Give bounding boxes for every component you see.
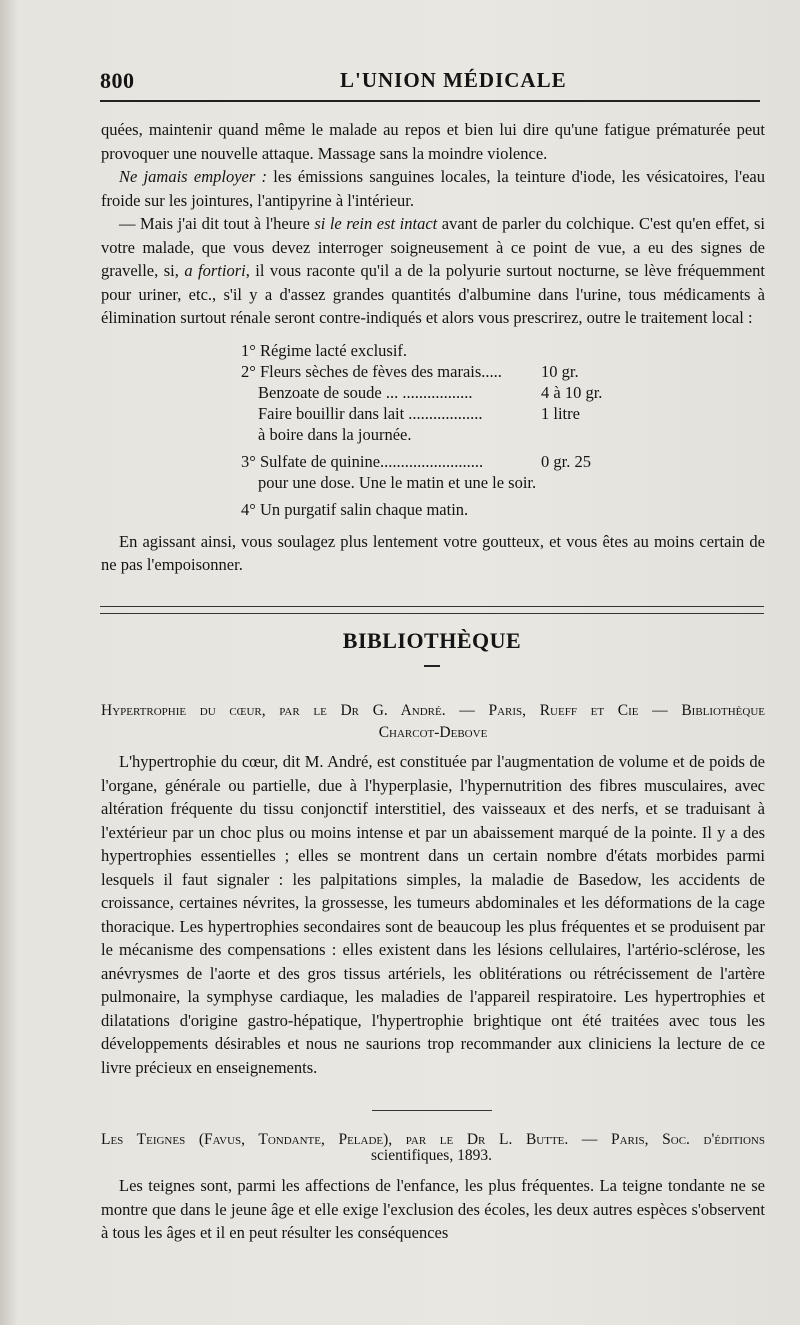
article-body — [101, 118, 765, 577]
prescription-quantity: 10 gr. — [541, 361, 579, 381]
header-rule — [100, 100, 760, 102]
emphasis-a-fortiori: a fortiori — [184, 261, 246, 280]
book-reference-line: scientifiques, 1893. — [371, 1147, 492, 1164]
running-header — [100, 62, 760, 102]
prescription-continuation: à boire dans la journée. — [258, 424, 412, 444]
review-divider — [372, 1110, 492, 1111]
page-number: 800 — [100, 68, 135, 93]
book-reference-line: Les Teignes (Favus, Tondante, Pelade), par le Dr L. Butte. — Paris, Soc. d'éditions — [101, 1131, 765, 1148]
paragraph-text: les émissions sanguines locales, la teinture d'iode, les vésicatoires, l'eau froide sur les jointures, l'antipyrine à l'intérieur. — [101, 167, 765, 210]
section-separator — [100, 606, 764, 614]
prescription-item-3 — [241, 451, 765, 472]
paragraph-text: — Mais j'ai dit tout à l'heure — [119, 214, 315, 233]
paragraph-colchique — [101, 212, 765, 330]
section-title: BIBLIOTHÈQUE — [342, 628, 522, 653]
prescription-item-1: 1° Régime lacté exclusif. — [241, 340, 408, 360]
prescription-label: Benzoate de soude ... ................. — [258, 382, 473, 402]
paragraph-continuation: quées, maintenir quand même le malade au repos et bien lui dire qu'une fatigue prématurée peut provoquer une nouvelle attaque. Massage sans la moindre violence. — [101, 120, 765, 163]
book-reference-line: Hypertrophie du cœur, par le Dr G. André. — Paris, Rueff et Cie — Bibliothèque — [101, 702, 765, 719]
emphasis-rein-intact: si le rein est intact — [314, 214, 438, 233]
book-reference — [101, 1132, 765, 1164]
journal-title: L'UNION MÉDICALE — [340, 68, 567, 92]
review-hypertrophie — [101, 700, 765, 1079]
prescription-label: Faire bouillir dans lait .................. — [258, 403, 483, 423]
review-text: L'hypertrophie du cœur, dit M. André, est constituée par l'augmentation de volume et de poids de l'organe, générale ou partielle, due à l'hyperplasie, l'hypernutrition des fibres musculaires, avec altération fréquente du tissu conjonctif interstitiel, des vaisseaux et des nerfs, et se traduisant à l'extérieur par un choc plus ou moins intense et par un abaissement marqué de la pointe. Il y a des hypertrophies essentielles ; elles se montrent dans un certain nombre d'états morbides parmi lesquels il faut signaler : les palpitations simples, la maladie de Basedow, les accidents de croissance, certaines névrites, la grossesse, les tumeurs abdominales et les déformations de la cage thoracique. Les hypertrophies secondaires sont de beaucoup les plus fréquentes et se produisent par le mécanisme des compensations : elles existent dans les lésions cellulaires, l'artério-sclérose, les anévrysmes de l'aorte et des gros tissus artériels, les oblitérations ou rétrécissement de l'artère pulmonaire, la symphyse cardiaque, les maladies de l'appareil respiratoire. Les hypertrophies et dilatations d'origine gastro-hépatique, l'hypertrophie brightique ont été traitées avec tous les développements désirables et nous ne saurions trop recommander aux cliniciens la lecture de ce livre précieux en enseignements. — [101, 752, 765, 1077]
emphasis-ne-jamais: Ne jamais employer : — [119, 167, 268, 186]
review-text: Les teignes sont, parmi les affections de l'enfance, les plus fréquentes. La teigne tondante ne se montre que dans le jeune âge et elle exige l'exclusion des écoles, les deux autres espèces s'observent à tous les âges et il en peut résulter les conséquences — [101, 1176, 765, 1242]
prescription-quantity: 1 litre — [541, 403, 580, 423]
review-teignes — [101, 1132, 765, 1245]
title-dash — [424, 665, 440, 667]
prescription-label: 3° Sulfate de quinine......................... — [241, 451, 484, 471]
prescription-label: 2° Fleurs sèches de fèves des marais..... — [241, 361, 502, 381]
prescription-item-2c — [241, 403, 765, 424]
prescription-list — [241, 340, 765, 520]
book-reference — [101, 700, 765, 744]
book-reference-line: Charcot-Debove — [378, 724, 488, 741]
paragraph-conclusion: En agissant ainsi, vous soulagez plus lentement votre goutteux, et vous êtes au moins certain de ne pas l'empoisonner. — [101, 531, 765, 574]
paragraph-contraindications — [101, 165, 765, 212]
prescription-continuation: pour une dose. Une le matin et une le soir. — [258, 472, 537, 492]
prescription-item-2 — [241, 361, 765, 382]
paragraph-text: avant de parler du colchique. C'est qu'en effet, si votre malade, que vous devez interroger soigneusement à ce point de vue, a eu des signes de gravelle, si, — [101, 214, 765, 280]
prescription-quantity: 0 gr. 25 — [541, 451, 591, 471]
prescription-item-4: 4° Un purgatif salin chaque matin. — [241, 499, 469, 519]
prescription-item-2b — [241, 382, 765, 403]
prescription-quantity: 4 à 10 gr. — [541, 382, 603, 402]
paragraph-text: , il vous raconte qu'il a de la polyurie surtout nocturne, se lève fréquemment pour uriner, etc., s'il y a d'assez grandes quantités d'albumine dans l'urine, tous médicaments à élimination surtout rénale seront contre-indiqués et alors vous prescrirez, outre le traitement local : — [101, 261, 765, 327]
